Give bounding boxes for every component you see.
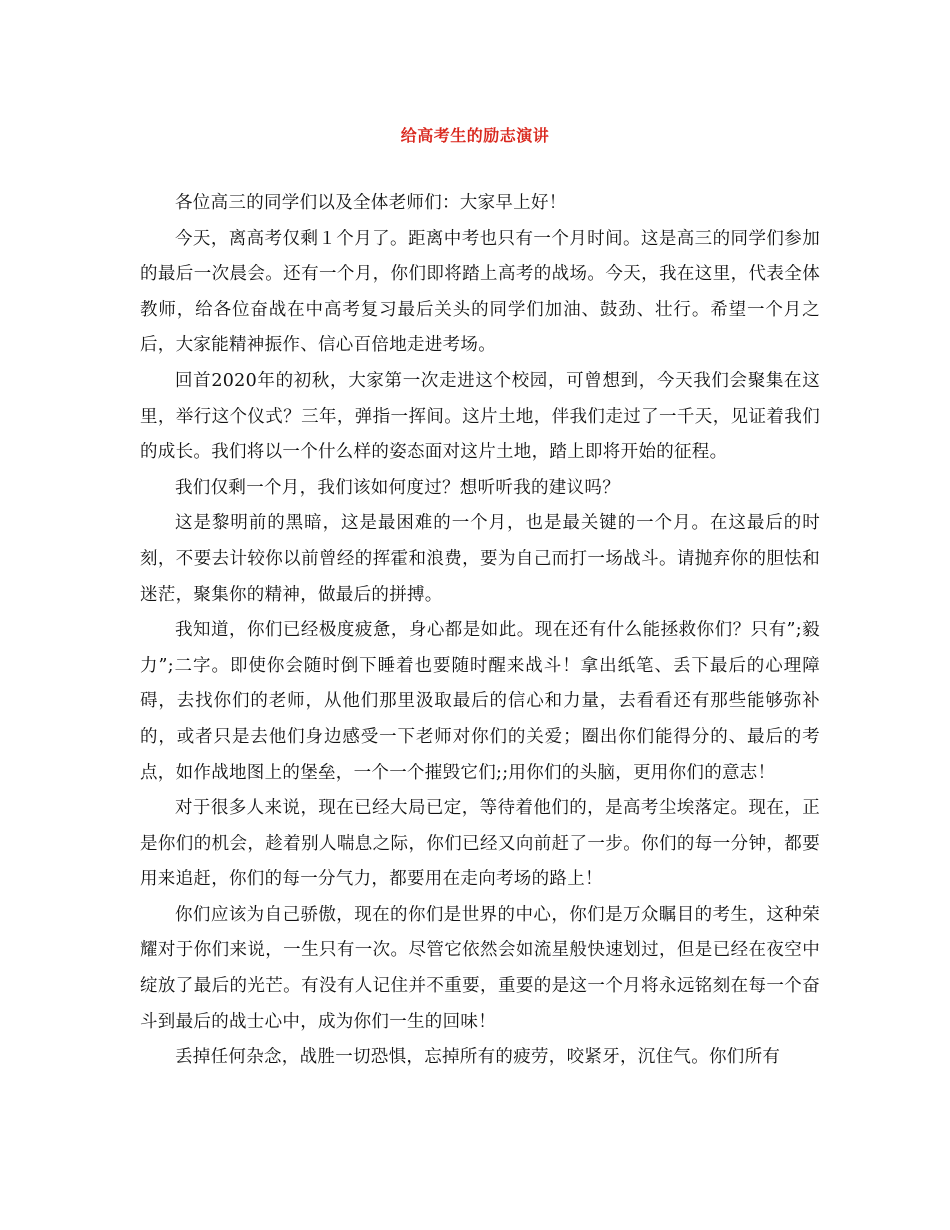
paragraph-opportunity: 对于很多人来说，现在已经大局已定，等待着他们的，是高考尘埃落定。现在，正是你们的机会，趁着别人喘息之际，你们已经又向前赶了一步。你们的每一分钟，都要用来追赶，你们的每一分气力，都要用在走向考场的路上！ <box>140 798 820 890</box>
paragraph-look-back: 回首2020年的初秋，大家第一次走进这个校园，可曾想到，今天我们会聚集在这里，举行这个仪式？三年，弹指一挥间。这片土地，伴我们走过了一千天，见证着我们的成长。我们将以一个什么样的姿态面对这片土地，踏上即将开始的征程。 <box>140 370 820 463</box>
paragraph-opening: 今天，离高考仅剩１个月了。距离中考也只有一个月时间。这是高三的同学们参加的最后一次晨会。还有一个月，你们即将踏上高考的战场。今天，我在这里，代表全体教师，给各位奋战在中高考复习最后关头的同学们加油、鼓劲、壮行。希望一个月之后，大家能精神振作、信心百倍地走进考场。 <box>140 228 820 356</box>
paragraph-question: 我们仅剩一个月，我们该如何度过？想听听我的建议吗？ <box>175 477 620 498</box>
document-title: 给高考生的励志演讲 <box>400 126 550 145</box>
paragraph-greeting: 各位高三的同学们以及全体老师们：大家早上好！ <box>175 193 567 213</box>
paragraph-final: 丢掉任何杂念，战胜一切恐惧，忘掉所有的疲劳，咬紧牙，沉住气。你们所有 <box>175 1047 781 1068</box>
document-body <box>140 186 820 1076</box>
paragraph-pride: 你们应该为自己骄傲，现在的你们是世界的中心，你们是万众瞩目的考生，这种荣耀对于你们来说，一生只有一次。尽管它依然会如流星般快速划过，但是已经在夜空中绽放了最后的光芒。有没有人记住并不重要，重要的是这一个月将永远铭刻在每一个奋斗到最后的战士心中，成为你们一生的回味！ <box>140 904 820 1032</box>
paragraph-darkness-before-dawn: 这是黎明前的黑暗，这是最困难的一个月，也是最关键的一个月。在这最后的时刻，不要去计较你以前曾经的挥霍和浪费，要为自己而打一场战斗。请抛弃你的胆怯和迷茫，聚集你的精神，做最后的拼搏。 <box>140 513 820 605</box>
paragraph-perseverance: 我知道，你们已经极度疲惫，身心都是如此。现在还有什么能拯救你们？只有”;毅力”;二字。即使你会随时倒下睡着也要随时醒来战斗！拿出纸笔、丢下最后的心理障碍，去找你们的老师，从他们那里汲取最后的信心和力量，去看看还有那些能够弥补的，或者只是去他们身边感受一下老师对你们的关爱；圈出你们能得分的、最后的考点，如作战地图上的堡垒，一个一个摧毁它们;;用你们的头脑，更用你们的意志！ <box>140 620 820 783</box>
